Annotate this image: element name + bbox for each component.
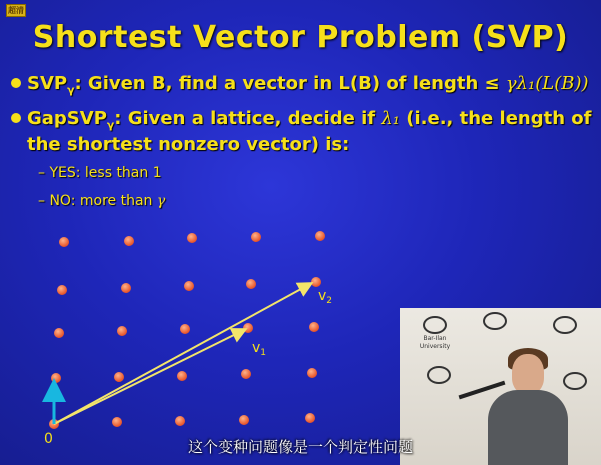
lattice-point bbox=[241, 369, 251, 379]
bullet-gapsvp-line2: the shortest nonzero vector) is: bbox=[27, 134, 350, 155]
lattice-point bbox=[315, 231, 325, 241]
gapsvp-text-after: (i.e., the length of bbox=[399, 108, 592, 129]
lattice-point bbox=[177, 371, 187, 381]
v2-arrow bbox=[54, 284, 310, 424]
lattice-point bbox=[180, 324, 190, 334]
lattice-point bbox=[239, 415, 249, 425]
lattice-point bbox=[51, 373, 61, 383]
gapsvp-text: : Given a lattice, decide if bbox=[114, 108, 382, 129]
sub-item-yes-text: – YES: less than 1 bbox=[38, 165, 162, 181]
lattice-point bbox=[175, 416, 185, 426]
svp-term: SVP bbox=[27, 73, 68, 94]
lattice-point bbox=[54, 328, 64, 338]
backdrop-logo bbox=[540, 314, 590, 350]
lattice-point bbox=[309, 322, 319, 332]
gapsvp-term: GapSVP bbox=[27, 108, 107, 129]
lattice-point bbox=[57, 285, 67, 295]
lattice-point bbox=[187, 233, 197, 243]
sub-item-no-text: – NO: more than bbox=[38, 193, 157, 209]
lattice-point bbox=[246, 279, 256, 289]
v1-arrow bbox=[54, 330, 244, 424]
sub-item-no-math: γ bbox=[156, 193, 166, 209]
lattice-point bbox=[112, 417, 122, 427]
lattice-point bbox=[121, 283, 131, 293]
subtitle-caption: 这个变种问题像是一个判定性问题 bbox=[187, 438, 413, 456]
lattice-point bbox=[117, 326, 127, 336]
backdrop-logo: Bar-Ilan University bbox=[410, 314, 460, 350]
origin-label: 0 bbox=[44, 431, 53, 447]
lattice-point bbox=[124, 236, 134, 246]
lattice-point bbox=[307, 368, 317, 378]
backdrop-logo bbox=[414, 364, 464, 400]
svp-text: : Given B, find a vector in L(B) of length ≤ bbox=[74, 73, 506, 94]
lattice-point bbox=[311, 277, 321, 287]
gapsvp-subscript: γ bbox=[106, 118, 115, 132]
lattice-point bbox=[251, 232, 261, 242]
gapsvp-math: λ₁ bbox=[381, 108, 400, 129]
lattice-point bbox=[305, 413, 315, 423]
lattice-point bbox=[114, 372, 124, 382]
lattice-point bbox=[184, 281, 194, 291]
presenter-head bbox=[512, 354, 544, 394]
v1-label: $v_1$ bbox=[252, 340, 267, 358]
svp-math: γλ₁(L(B)) bbox=[505, 73, 589, 94]
lattice-points bbox=[49, 231, 325, 429]
v2-label: $v_2$ bbox=[318, 288, 333, 306]
lattice-point bbox=[243, 323, 253, 333]
svp-subscript: γ bbox=[67, 83, 75, 97]
backdrop-logo bbox=[470, 310, 520, 346]
slide-title: Shortest Vector Problem (SVP) bbox=[32, 20, 569, 55]
lattice-point bbox=[59, 237, 69, 247]
quality-badge: 超清 bbox=[8, 6, 24, 15]
